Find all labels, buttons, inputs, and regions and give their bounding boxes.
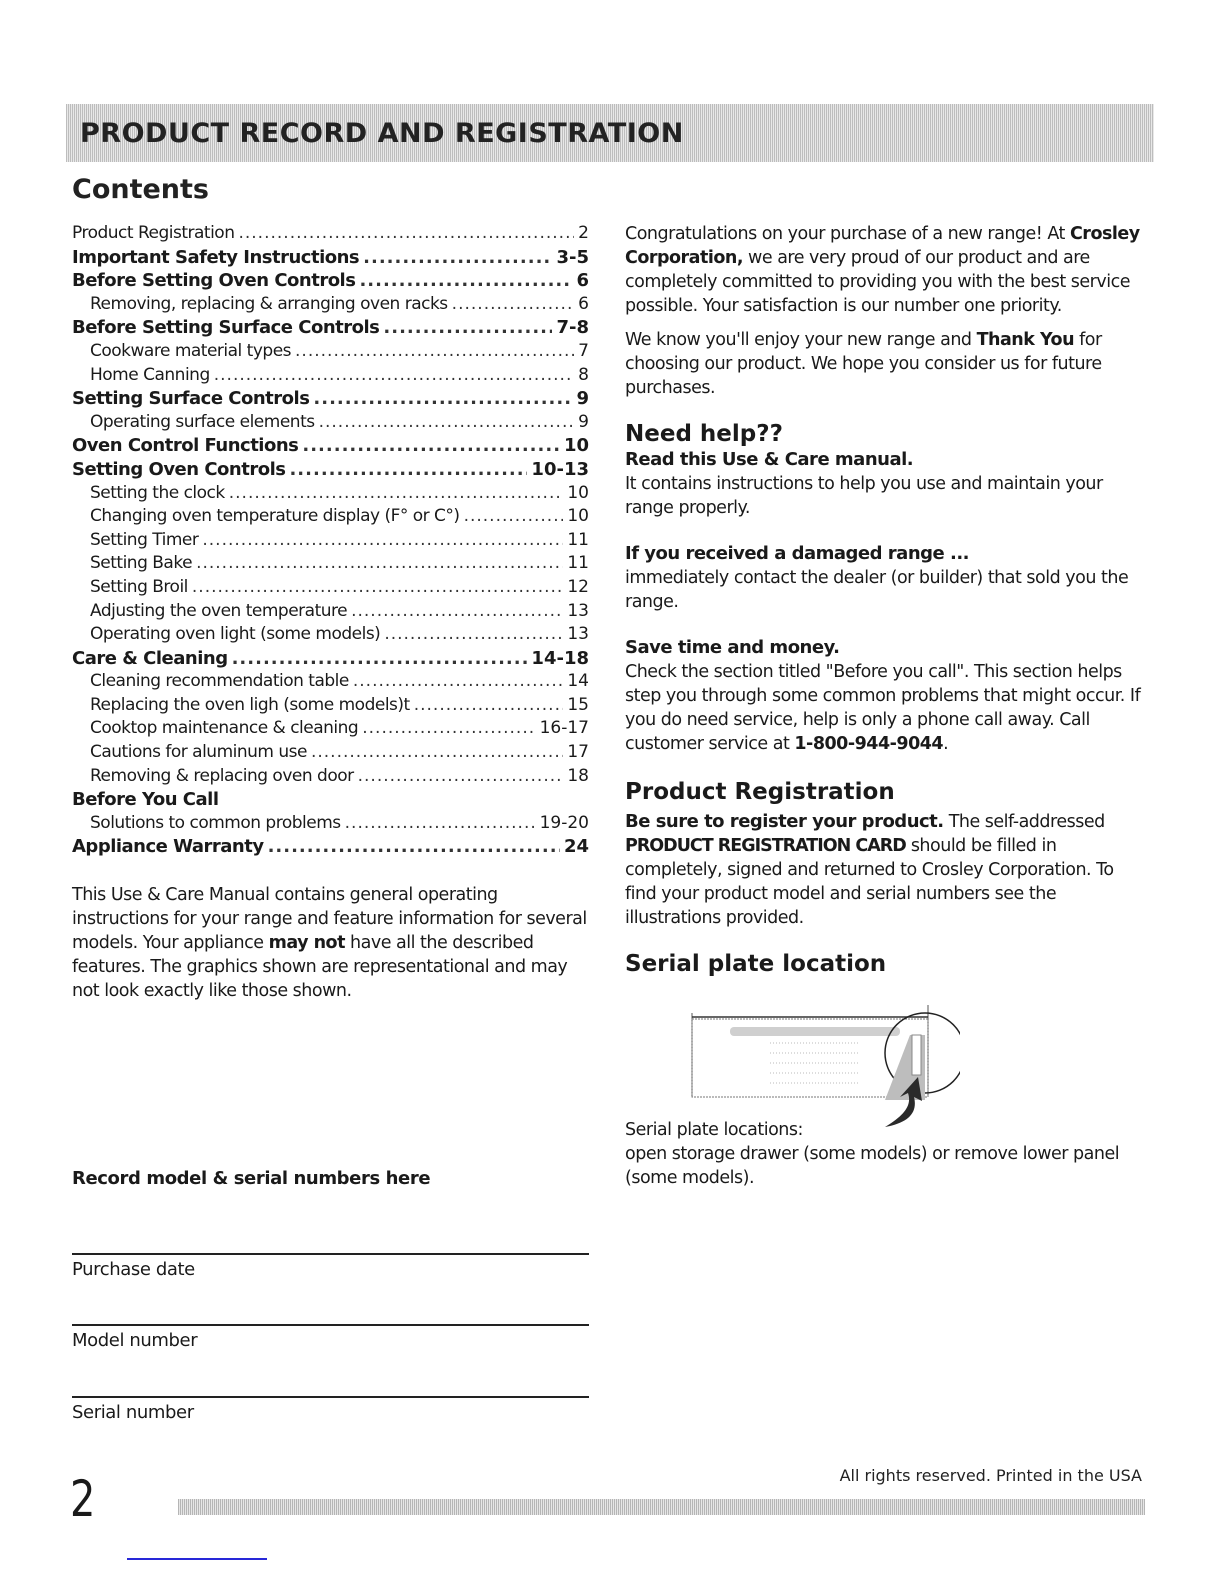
note-text-end: have all the described features. The graphics shown are representational and may not look exactly like those shown.: [72, 933, 568, 1001]
damaged-heading: If you received a damaged range ...: [625, 543, 970, 564]
toc-page: 13: [567, 624, 589, 645]
field-label: Model number: [72, 1330, 198, 1351]
note-text: This Use & Care Manual contains general operating instructions for your range and feature information for several models. Your appliance: [72, 885, 587, 953]
toc-leader: [311, 741, 563, 765]
toc-leader: [384, 623, 563, 647]
write-line: [72, 1396, 589, 1398]
toc-leader: [362, 717, 535, 741]
toc-label: Before You Call: [72, 789, 219, 811]
field-label: Serial number: [72, 1402, 194, 1423]
card-name: PRODUCT REGISTRATION CARD: [625, 836, 906, 856]
toc-entry[interactable]: [72, 623, 589, 647]
toc-label: Cooktop maintenance & cleaning: [90, 718, 359, 739]
toc-leader: [363, 246, 552, 270]
toc-label: Changing oven temperature display (F° or C°): [90, 506, 460, 527]
toc-leader: [313, 387, 572, 411]
thank-you: Thank You: [976, 330, 1075, 350]
toc-label: Before Setting Surface Controls: [72, 317, 380, 339]
toc-label: Setting Oven Controls: [72, 458, 286, 480]
toc-page: 8: [578, 364, 589, 385]
toc-page: 11: [567, 529, 589, 550]
toc-label: Product Registration: [72, 223, 235, 243]
toc-leader: [414, 694, 564, 718]
save-heading: Save time and money.: [625, 637, 840, 658]
toc-label: Solutions to common problems: [90, 812, 341, 833]
toc-page: 11: [567, 553, 589, 574]
toc-page: 10: [567, 482, 589, 503]
toc-leader: [202, 529, 563, 553]
toc-leader: [351, 600, 563, 624]
section-banner: [66, 104, 1154, 162]
toc-leader: [358, 765, 564, 789]
toc-page: 2: [578, 223, 589, 243]
toc-leader: [229, 482, 564, 506]
toc-entry[interactable]: [72, 293, 589, 317]
toc-entry[interactable]: [72, 717, 589, 741]
section-title: PRODUCT RECORD AND REGISTRATION: [80, 118, 684, 149]
toc-page: 6: [578, 293, 589, 314]
footer-bar: [178, 1499, 1145, 1515]
caption-line: open storage drawer (some models) or remove lower panel (some models).: [625, 1144, 1120, 1188]
toc-leader: [359, 269, 572, 293]
toc-page: 14: [567, 671, 589, 692]
toc-page: 17: [567, 742, 589, 763]
toc-label: Operating oven light (some models): [90, 624, 381, 645]
intro-paragraph-1: Congratulations on your purchase of a new range! At Crosley Corporation, we are very proud of our product and are completely committed to providing you with the best service possible. Your satisfaction is our number one priority.: [625, 224, 1140, 316]
toc-leader: [238, 222, 574, 246]
record-title: Record model & serial numbers here: [72, 1168, 431, 1189]
toc-leader: [196, 552, 563, 576]
link-underline: [127, 1558, 267, 1560]
toc-page: 14-18: [531, 647, 589, 669]
toc-entry[interactable]: [72, 246, 589, 270]
toc-entry[interactable]: [72, 765, 589, 789]
register-emphasis: Be sure to register your product.: [625, 811, 944, 832]
toc-page: 19-20: [539, 812, 589, 833]
toc-page: 24: [563, 836, 589, 858]
toc-page: 3-5: [556, 246, 589, 268]
toc-entry[interactable]: [72, 222, 589, 246]
toc-label: Home Canning: [90, 364, 210, 385]
right-column: [625, 222, 1145, 976]
toc-label: Removing & replacing oven door: [90, 765, 354, 786]
serial-heading: Serial plate location: [625, 951, 887, 977]
manual-text: It contains instructions to help you use and maintain your range properly.: [625, 474, 1103, 518]
toc-page: 15: [567, 694, 589, 715]
toc-entry[interactable]: [72, 411, 589, 435]
toc-page: 10-13: [531, 458, 589, 480]
toc-label: Care & Cleaning: [72, 647, 228, 669]
toc-label: Setting Bake: [90, 553, 193, 574]
serial-number-field[interactable]: [72, 1396, 589, 1423]
toc-label: Cautions for aluminum use: [90, 742, 307, 763]
toc-page: 16-17: [539, 718, 589, 739]
toc-label: Setting Broil: [90, 576, 188, 597]
toc-entry[interactable]: [72, 788, 589, 812]
toc-entry[interactable]: [72, 576, 589, 600]
toc-entry[interactable]: [72, 458, 589, 482]
rights-notice: All rights reserved. Printed in the USA: [839, 1466, 1142, 1485]
company-name: Crosley Corporation,: [625, 224, 1140, 268]
toc-label: Appliance Warranty: [72, 836, 264, 858]
toc-entry[interactable]: [72, 364, 589, 388]
toc-label: Setting Timer: [90, 529, 199, 550]
toc-label: Cleaning recommendation table: [90, 671, 349, 692]
toc-entry[interactable]: [72, 505, 589, 529]
table-of-contents: [72, 222, 589, 859]
toc-entry[interactable]: [72, 552, 589, 576]
toc-label: Adjusting the oven temperature: [90, 600, 348, 621]
toc-entry[interactable]: [72, 316, 589, 340]
toc-label: Important Safety Instructions: [72, 246, 360, 268]
toc-page: 9: [576, 388, 589, 410]
toc-page: 7-8: [556, 317, 589, 339]
toc-entry[interactable]: [72, 529, 589, 553]
model-number-field[interactable]: [72, 1324, 589, 1351]
page-number: 2: [70, 1470, 96, 1528]
toc-leader: [452, 293, 575, 317]
intro-paragraph-2: We know you'll enjoy your new range and Thank You for choosing our product. We hope you consider us for future purchases.: [625, 330, 1102, 398]
toc-leader: [345, 812, 536, 836]
toc-entry[interactable]: [72, 694, 589, 718]
toc-leader: [232, 647, 528, 671]
damaged-text: immediately contact the dealer (or builder) that sold you the range.: [625, 568, 1129, 612]
toc-page: 13: [567, 600, 589, 621]
toc-leader: [464, 505, 564, 529]
toc-page: 9: [578, 411, 589, 432]
toc-entry[interactable]: [72, 812, 589, 836]
toc-leader: [353, 670, 564, 694]
toc-entry[interactable]: [72, 387, 589, 411]
purchase-date-field[interactable]: [72, 1253, 589, 1280]
toc-label: Oven Control Functions: [72, 435, 299, 457]
toc-entry[interactable]: [72, 340, 589, 364]
registration-text: Be sure to register your product. The self-addressed PRODUCT REGISTRATION CARD should be filled in completely, signed and returned to Crosley Corporation. To find your product model and serial numbers see the illustrations provided.: [625, 811, 1114, 928]
toc-label: Setting the clock: [90, 482, 225, 503]
contents-title: Contents: [72, 174, 210, 205]
toc-entry[interactable]: [72, 434, 589, 458]
manual-note: [72, 883, 592, 1003]
note-emphasis: may not: [268, 933, 345, 953]
toc-entry[interactable]: [72, 482, 589, 506]
toc-leader: [214, 364, 574, 388]
toc-label: Before Setting Oven Controls: [72, 270, 356, 292]
toc-leader: [295, 340, 574, 364]
toc-entry[interactable]: [72, 647, 589, 671]
toc-page: 18: [567, 765, 589, 786]
toc-entry[interactable]: [72, 670, 589, 694]
manual-heading: Read this Use & Care manual.: [625, 449, 914, 470]
toc-leader: [268, 835, 560, 859]
toc-label: Operating surface elements: [90, 411, 315, 432]
toc-entry[interactable]: [72, 835, 589, 859]
caption-line: Serial plate locations:: [625, 1120, 803, 1140]
toc-entry[interactable]: [72, 741, 589, 765]
toc-entry[interactable]: [72, 269, 589, 293]
registration-heading: Product Registration: [625, 779, 895, 805]
write-line: [72, 1324, 589, 1326]
toc-page: 10: [563, 435, 589, 457]
toc-page: 6: [576, 270, 589, 292]
toc-leader: [319, 411, 575, 435]
toc-leader: [192, 576, 563, 600]
toc-page: 7: [578, 340, 589, 361]
toc-label: Removing, replacing & arranging oven racks: [90, 293, 448, 314]
need-help-heading: Need help??: [625, 421, 783, 447]
toc-entry[interactable]: [72, 600, 589, 624]
toc-label: Replacing the oven ligh (some models)t: [90, 694, 410, 715]
toc-page: 12: [567, 576, 589, 597]
save-text: Check the section titled "Before you call". This section helps step you through some common problems that might occur. If you do need service, help is only a phone call away. Call customer service at 1-800-944-9044.: [625, 662, 1141, 754]
toc-label: Cookware material types: [90, 340, 292, 361]
field-label: Purchase date: [72, 1259, 195, 1280]
serial-caption: [625, 1118, 1165, 1190]
phone-number: 1-800-944-9044: [794, 734, 944, 754]
toc-label: Setting Surface Controls: [72, 388, 310, 410]
toc-leader: [383, 316, 552, 340]
toc-leader: [302, 434, 560, 458]
write-line: [72, 1253, 589, 1255]
toc-leader: [289, 458, 527, 482]
serial-plate-illustration: [680, 1005, 960, 1130]
toc-page: 10: [567, 506, 589, 527]
